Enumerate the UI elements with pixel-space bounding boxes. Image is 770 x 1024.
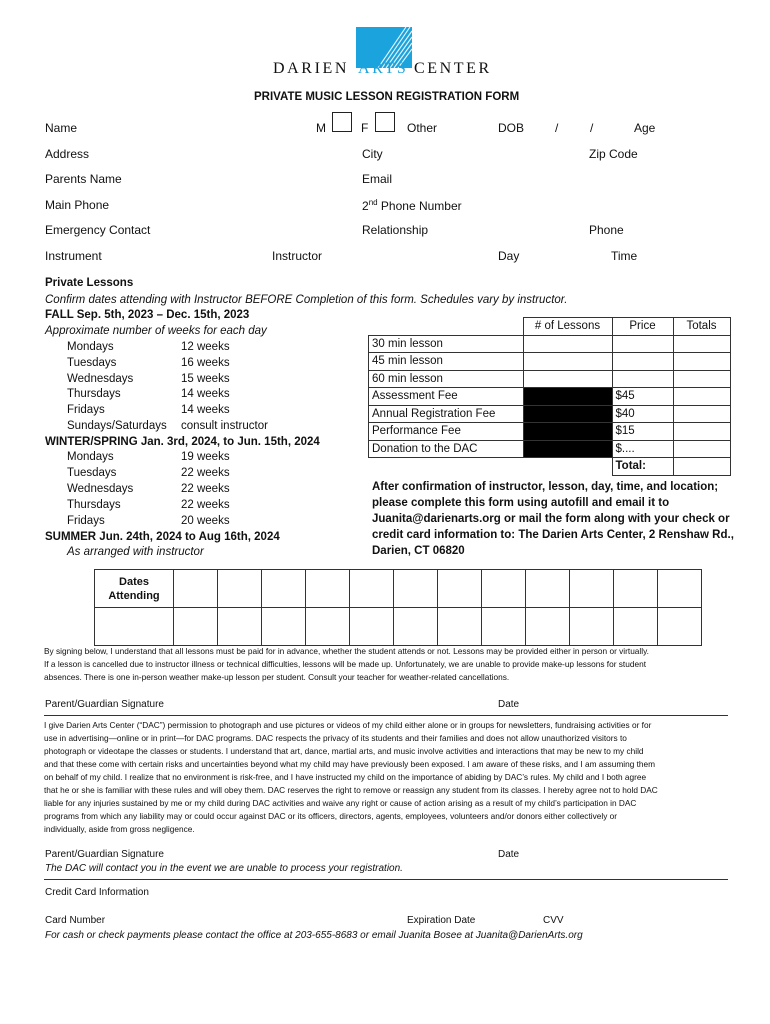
- date-cell[interactable]: [526, 570, 570, 608]
- fall-day: Sundays/Saturdays: [67, 420, 167, 432]
- fall-weeks: 15 weeks: [181, 373, 230, 385]
- policy-line: By signing below, I understand that all lessons must be paid for in advance, whether the student attends or not. Lessons may be provided either in person or virtually.: [44, 646, 649, 656]
- release-line: individually, aside from gross negligence.: [44, 824, 195, 834]
- date-cell[interactable]: [174, 608, 218, 646]
- summer-heading: SUMMER Jun. 24th, 2024 to Aug 16th, 2024: [45, 531, 280, 543]
- contact-note: The DAC will contact you in the event we are unable to process your registration.: [45, 863, 403, 874]
- date-cell[interactable]: [482, 608, 526, 646]
- winter-weeks: 20 weeks: [181, 515, 230, 527]
- date-cell[interactable]: [570, 570, 614, 608]
- blocked-cell: [523, 405, 612, 423]
- fall-weeks: consult instructor: [181, 420, 268, 432]
- expiration-label: Expiration Date: [407, 915, 476, 926]
- signature2-label: Parent/Guardian Signature: [45, 849, 164, 860]
- payment-contact-note: For cash or check payments please contact the office at 203-655-8683 or email Juanita Bosee at Juanita@DarienArts.org: [45, 930, 583, 941]
- winter-weeks: 19 weeks: [181, 451, 230, 463]
- date-cell[interactable]: [614, 570, 658, 608]
- dates-label-line2: Attending: [108, 589, 160, 602]
- winter-day: Fridays: [67, 515, 105, 527]
- total-cell[interactable]: [673, 440, 730, 458]
- date-cell[interactable]: [658, 570, 702, 608]
- signature2-date-label: Date: [498, 849, 520, 860]
- time-label: Time: [611, 249, 638, 263]
- summer-note: As arranged with instructor: [67, 546, 204, 558]
- date-cell[interactable]: [438, 608, 482, 646]
- day-label: Day: [498, 249, 520, 263]
- confirmation-line: Darien, CT 06820: [372, 545, 465, 557]
- row-label: Donation to the DAC: [369, 440, 524, 458]
- phone-label: Phone: [589, 223, 624, 237]
- blocked-cell: [523, 423, 612, 441]
- price-cell: [612, 335, 673, 353]
- confirmation-line: Juanita@darienarts.org or mail the form along with your check or: [372, 513, 730, 525]
- zip-label: Zip Code: [589, 147, 638, 161]
- winter-day: Wednesdays: [67, 483, 134, 495]
- row-label: 30 min lesson: [369, 335, 524, 353]
- empty-cell: [369, 458, 524, 476]
- release-line: use in advertising—online or in print—for DAC programs. DAC respects the privacy of its students and their families and does not allow unauthorized visitors to: [44, 733, 627, 743]
- header-num-lessons: # of Lessons: [523, 318, 612, 336]
- address-label: Address: [45, 147, 90, 161]
- logo-text-center: CENTER: [414, 60, 492, 77]
- divider: [44, 879, 728, 880]
- date-cell[interactable]: [218, 608, 262, 646]
- release-line: programs from which any liability may or could occur against DAC or its officers, directors, agents, employees, volunteers and/or donors either collectively or: [44, 811, 618, 821]
- form-title: PRIVATE MUSIC LESSON REGISTRATION FORM: [254, 91, 520, 103]
- empty-cell: [523, 458, 612, 476]
- row-label: 60 min lesson: [369, 370, 524, 388]
- release-line: I give Darien Arts Center (“DAC”) permission to photograph and use pictures or videos of my child either alone or in groups for newsletters, fundraising activities or for: [44, 720, 652, 730]
- winter-weeks: 22 weeks: [181, 499, 230, 511]
- cvv-label: CVV: [543, 915, 564, 926]
- female-checkbox[interactable]: [375, 112, 395, 132]
- grand-total-cell[interactable]: [673, 458, 730, 476]
- num-lessons-cell[interactable]: [523, 353, 612, 371]
- row-label: Assessment Fee: [369, 388, 524, 406]
- row-label: 45 min lesson: [369, 353, 524, 371]
- logo-text-arts: ARTS: [358, 60, 409, 77]
- release-line: and that these come with certain risks and uncertainties beyond what my child may have previously been exposed. I am aware of these risks, and I am assuming them: [44, 759, 656, 769]
- header-price: Price: [612, 318, 673, 336]
- date-cell[interactable]: [262, 570, 306, 608]
- other-label: Other: [407, 121, 438, 135]
- fall-day: Fridays: [67, 404, 105, 416]
- table-row: [369, 388, 731, 406]
- confirmation-line: credit card information to: The Darien Arts Center, 2 Renshaw Rd.,: [372, 529, 734, 541]
- card-number-label: Card Number: [45, 915, 106, 926]
- parents-name-label: Parents Name: [45, 172, 122, 186]
- fall-day: Mondays: [67, 341, 114, 353]
- release-line: on behalf of my child. I realize that no environment is risk-free, and I have instructed my child on the importance of abiding by DAC’s rules. My child and I both agree: [44, 772, 647, 782]
- date-cell[interactable]: [218, 570, 262, 608]
- table-corner: [369, 318, 524, 336]
- release-line: that he or she is familiar with these rules and will obey them. DAC reserves the right to remove or reassign any student from its classes. I hereby agree not to hold DAC: [44, 785, 658, 795]
- city-label: City: [362, 147, 383, 161]
- num-lessons-cell[interactable]: [523, 370, 612, 388]
- table-row: [369, 370, 731, 388]
- date-cell[interactable]: [306, 570, 350, 608]
- header-totals: Totals: [673, 318, 730, 336]
- table-row: [369, 353, 731, 371]
- total-cell[interactable]: [673, 405, 730, 423]
- logo-text-darien: DARIEN: [273, 60, 350, 77]
- winter-day: Thursdays: [67, 499, 121, 511]
- date-cell[interactable]: [350, 608, 394, 646]
- policy-line: absences. There is one in-person weather make-up lesson per student. Consult your teacher for weather-related cancellations.: [44, 672, 510, 682]
- main-phone-label: Main Phone: [45, 198, 110, 212]
- lesson-price-table: [368, 317, 731, 476]
- dob-slash-1: /: [555, 121, 559, 135]
- instructor-label: Instructor: [272, 249, 323, 263]
- date-cell[interactable]: [438, 570, 482, 608]
- female-label: F: [361, 121, 369, 135]
- divider: [44, 715, 728, 716]
- dates-attending-grid: [94, 569, 702, 646]
- winter-day: Tuesdays: [67, 467, 117, 479]
- fall-day: Wednesdays: [67, 373, 134, 385]
- confirmation-line: please complete this form using autofill and email it to: [372, 497, 670, 509]
- table-row: [369, 405, 731, 423]
- winter-day: Mondays: [67, 451, 114, 463]
- confirmation-line: After confirmation of instructor, lesson, day, time, and location;: [372, 481, 719, 493]
- date-cell[interactable]: [262, 608, 306, 646]
- num-lessons-cell[interactable]: [523, 335, 612, 353]
- blocked-cell: [523, 440, 612, 458]
- approx-weeks-note: Approximate number of weeks for each day: [45, 325, 267, 337]
- row-label: Annual Registration Fee: [369, 405, 524, 423]
- date-cell[interactable]: [658, 608, 702, 646]
- date-cell[interactable]: [394, 608, 438, 646]
- fall-weeks: 14 weeks: [181, 404, 230, 416]
- date-cell[interactable]: [306, 608, 350, 646]
- date-cell[interactable]: [614, 608, 658, 646]
- male-label: M: [316, 121, 326, 135]
- fall-day: Thursdays: [67, 388, 121, 400]
- price-cell: $15: [612, 423, 673, 441]
- dob-slash-2: /: [590, 121, 594, 135]
- winter-heading: WINTER/SPRING Jan. 3rd, 2024, to Jun. 15th, 2024: [45, 436, 320, 448]
- total-cell[interactable]: [673, 388, 730, 406]
- price-cell: $40: [612, 405, 673, 423]
- instrument-label: Instrument: [45, 249, 102, 263]
- date-cell[interactable]: [95, 608, 174, 646]
- second-phone-label: [362, 198, 462, 213]
- confirm-dates-note: Confirm dates attending with Instructor BEFORE Completion of this form. Schedules vary by instructor.: [45, 294, 568, 306]
- winter-weeks: 22 weeks: [181, 467, 230, 479]
- credit-card-heading: Credit Card Information: [45, 887, 149, 898]
- dates-attending-label: [95, 570, 174, 608]
- fall-weeks: 12 weeks: [181, 341, 230, 353]
- age-label: Age: [634, 121, 656, 135]
- price-cell: $....: [612, 440, 673, 458]
- second-phone-text: Phone Number: [377, 199, 462, 213]
- signature1-date-label: Date: [498, 699, 520, 710]
- relationship-label: Relationship: [362, 223, 429, 237]
- male-checkbox[interactable]: [332, 112, 352, 132]
- date-cell[interactable]: [394, 570, 438, 608]
- release-line: photograph or videotape the classes or students. I understand that art, dance, martial arts, and music involve activities and interactions that may be new to my child: [44, 746, 644, 756]
- second-phone-number: 2: [362, 199, 369, 213]
- blocked-cell: [523, 388, 612, 406]
- price-cell: [612, 370, 673, 388]
- email-label: Email: [362, 172, 393, 186]
- private-lessons-heading: Private Lessons: [45, 277, 134, 289]
- total-label: Total:: [612, 458, 673, 476]
- release-line: liable for any injuries sustained by me or my child during DAC activities and waive any right or cause of action arising as a result of my child’s participation in DAC: [44, 798, 637, 808]
- total-cell[interactable]: [673, 353, 730, 371]
- total-cell[interactable]: [673, 423, 730, 441]
- price-cell: $45: [612, 388, 673, 406]
- second-phone-sup: nd: [368, 198, 378, 207]
- table-row-total: [369, 458, 731, 476]
- total-cell[interactable]: [673, 335, 730, 353]
- date-cell[interactable]: [174, 570, 218, 608]
- table-row: [369, 335, 731, 353]
- fall-day: Tuesdays: [67, 357, 117, 369]
- date-cell[interactable]: [350, 570, 394, 608]
- table-row: [369, 423, 731, 441]
- row-label: Performance Fee: [369, 423, 524, 441]
- policy-line: If a lesson is cancelled due to instructor illness or technical difficulties, lessons will be made up. Unfortunately, we are unable to provide make-up lessons for student: [44, 659, 646, 669]
- price-cell: [612, 353, 673, 371]
- dates-label-line1: Dates: [119, 575, 149, 588]
- date-cell[interactable]: [570, 608, 614, 646]
- emergency-contact-label: Emergency Contact: [45, 223, 151, 237]
- date-cell[interactable]: [482, 570, 526, 608]
- signature1-label: Parent/Guardian Signature: [45, 699, 164, 710]
- table-row: [369, 440, 731, 458]
- fall-heading: FALL Sep. 5th, 2023 – Dec. 15th, 2023: [45, 309, 250, 321]
- dob-label: DOB: [498, 121, 525, 135]
- fall-weeks: 16 weeks: [181, 357, 230, 369]
- fall-weeks: 14 weeks: [181, 388, 230, 400]
- date-cell[interactable]: [526, 608, 570, 646]
- name-label: Name: [45, 121, 78, 135]
- winter-weeks: 22 weeks: [181, 483, 230, 495]
- total-cell[interactable]: [673, 370, 730, 388]
